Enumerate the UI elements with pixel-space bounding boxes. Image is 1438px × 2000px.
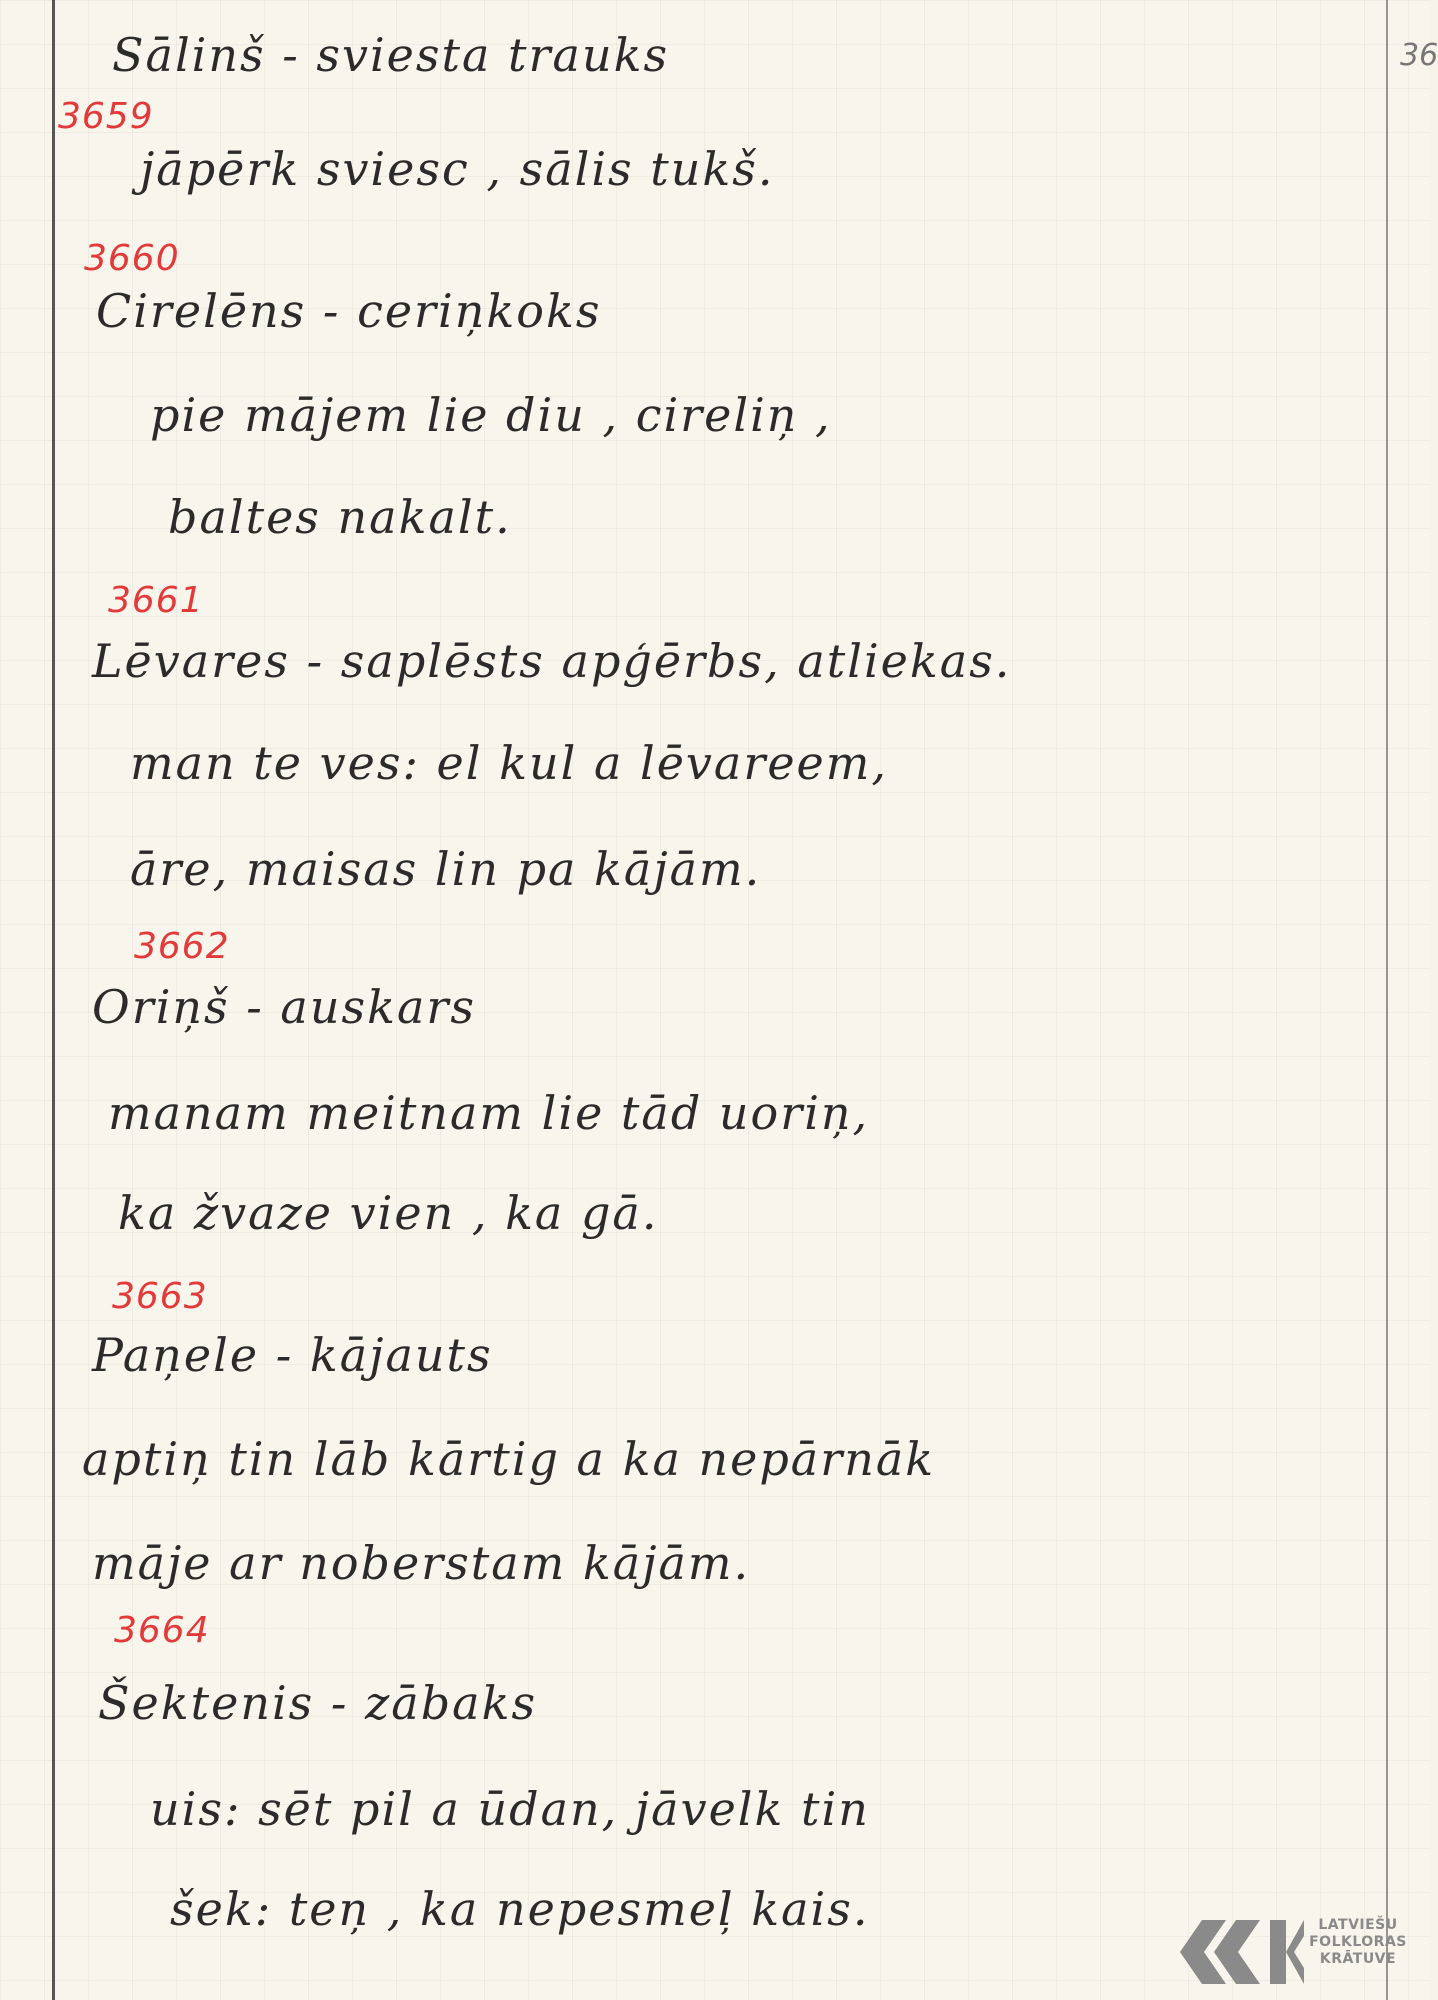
entry-3661-headword: Lēvares - saplēsts apģērbs, atliekas. bbox=[92, 634, 1012, 688]
entry-3659-text-line-1: jāpērk sviesc , sālis tukš. bbox=[140, 142, 775, 196]
entry-3664-headword: Šektenis - zābaks bbox=[98, 1676, 538, 1730]
entry-3660-number: 3660 bbox=[84, 238, 180, 279]
entry-3661-text-line-2: āre, maisas lin pa kājām. bbox=[130, 842, 762, 896]
entry-3660-text-line-2: baltes nakalt. bbox=[168, 490, 512, 544]
entry-3662-headword: Oriņš - auskars bbox=[92, 980, 476, 1034]
logo-line-2: FOLKLORAS bbox=[1309, 1934, 1407, 1950]
entry-3662-number: 3662 bbox=[134, 926, 230, 967]
entry-3664-number: 3664 bbox=[114, 1610, 210, 1651]
entry-3664-text-line-2: šek: teņ , ka nepesmeļ kais. bbox=[170, 1882, 870, 1936]
entry-3659-headword: Sālinš - sviesta trauks bbox=[112, 28, 670, 82]
logo-line-3: KRĀTUVE bbox=[1319, 1951, 1397, 1967]
entry-3660-text-line-1: pie mājem lie diu , cireliņ , bbox=[150, 388, 832, 442]
entry-3660-headword: Cirelēns - ceriņkoks bbox=[96, 284, 602, 338]
entry-3663-number: 3663 bbox=[112, 1276, 208, 1317]
right-margin-line bbox=[1386, 0, 1388, 2000]
entry-3661-text-line-1: man te ves: el kul a lēvareem, bbox=[130, 736, 889, 790]
entry-3663-headword: Paņele - kājauts bbox=[92, 1328, 493, 1382]
edge-page-number: 36 bbox=[1400, 38, 1438, 73]
entry-3661-number: 3661 bbox=[108, 580, 204, 621]
left-margin-line bbox=[52, 0, 55, 2000]
entry-3664-text-line-1: uis: sēt pil a ūdan, jāvelk tin bbox=[150, 1782, 870, 1836]
logo-line-1: LATVIEŠU bbox=[1318, 1917, 1398, 1933]
entry-3663-text-line-1: aptiņ tin lāb kārtig a ka nepārnāk bbox=[82, 1432, 936, 1486]
entry-3662-text-line-1: manam meitnam lie tād uoriņ, bbox=[108, 1086, 870, 1140]
archive-logo-text bbox=[1304, 1917, 1412, 1968]
entry-3659-number: 3659 bbox=[58, 96, 154, 137]
entry-3663-text-line-2: māje ar noberstam kājām. bbox=[92, 1536, 751, 1590]
entry-3662-text-line-2: ka žvaze vien , ka gā. bbox=[118, 1186, 659, 1240]
